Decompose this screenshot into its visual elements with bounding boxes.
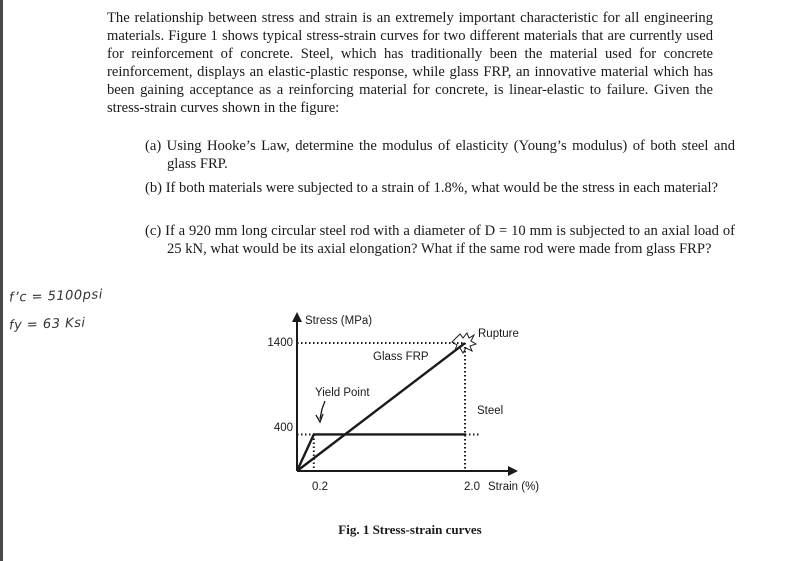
y-axis-label: Stress (MPa) bbox=[305, 315, 373, 327]
handwritten-note-fc: f’c = 5100psi bbox=[8, 287, 104, 306]
handwritten-note-fy: fy = 63 Ksi bbox=[8, 315, 86, 334]
problem-paragraph: The relationship between stress and strain is an extremely important characteristic for all engineering materials. Figure 1 shows typical stress-strain curves for two different materials that are currently used for reinforcement of concrete. Steel, which has traditionally been the material used for concrete reinforcement, displays an elastic-plastic response, while glass FRP, an innovative material which has been gaining acceptance as a reinforcing material for concrete, is linear-elastic to failure. Given the stress-strain curves shown in the figure: bbox=[107, 10, 713, 117]
figure-caption-text: Fig. 1 Stress-strain curves bbox=[338, 522, 482, 537]
question-b-label: (b) bbox=[145, 180, 163, 196]
x-tick-2.0: 2.0 bbox=[464, 481, 480, 493]
question-a-label: (a) bbox=[145, 138, 162, 154]
x-axis-label: Strain (%) bbox=[488, 481, 540, 493]
page-left-edge bbox=[0, 0, 3, 561]
yield-point-label: Yield Point bbox=[315, 387, 370, 399]
question-c-text: If a 920 mm long circular steel rod with a diameter of D = 10 mm is subjected to an axial load of 25 kN, what would be its axial elongation? What if the same rod were made from glass FRP? bbox=[165, 223, 735, 258]
steel-label: Steel bbox=[477, 405, 504, 417]
question-a bbox=[145, 137, 735, 173]
question-b bbox=[145, 179, 735, 197]
rupture-label: Rupture bbox=[478, 328, 519, 340]
glass-frp-label: Glass FRP bbox=[373, 351, 429, 363]
x-tick-0.2: 0.2 bbox=[312, 481, 328, 493]
yield-point-arrow bbox=[316, 401, 325, 422]
stress-strain-chart bbox=[250, 305, 550, 505]
figure-caption bbox=[0, 522, 796, 538]
y-tick-1400: 1400 bbox=[267, 337, 293, 349]
question-c-label: (c) bbox=[145, 223, 162, 239]
y-tick-400: 400 bbox=[273, 422, 293, 434]
question-a-text: Using Hooke’s Law, determine the modulus of elasticity (Young’s modulus) of both steel and glass FRP. bbox=[166, 138, 735, 173]
question-c bbox=[145, 222, 735, 258]
question-b-text: If both materials were subjected to a strain of 1.8%, what would be the stress in each material? bbox=[165, 180, 719, 196]
